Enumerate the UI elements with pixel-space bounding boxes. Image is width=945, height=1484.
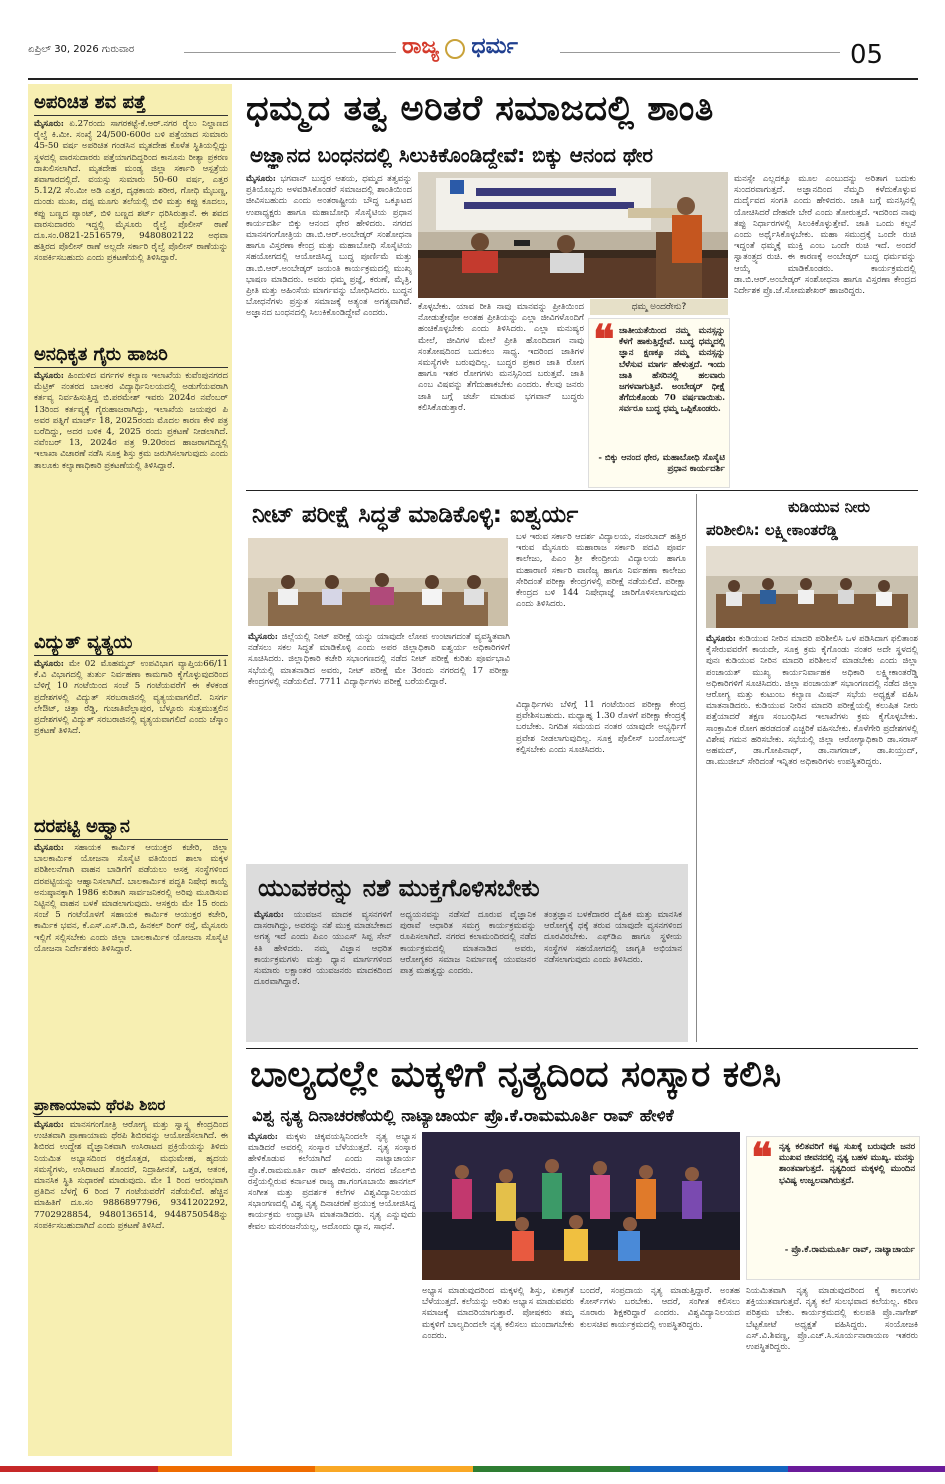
section-text: ಸಹಾಯಕ ಕಾರ್ಮಿಕ ಆಯುಕ್ತರ ಕಚೇರಿ, ಜಿಲ್ಲಾ ಬಾಲಕಾರ್ಮಿಕ ಯೋಜನಾ ಸೊಸೈಟಿ ವತಿಯಿಂದ ಶಾಲಾ ಮಕ್ಕಳ ಪರಿಶೀಲನೆಗಾಗಿ ವಾಹನ ಬಾಡಿಗೆಗೆ ಪಡೆಯಲು ಆಸಕ್ತ ಸಂಸ್ಥೆಗಳಿಂದ ದರಪಟ್ಟಿಯನ್ನು ಆಹ್ವಾನಿಸಲಾಗಿದೆ. ಬಾಲಕಾರ್ಮಿಕ ಪದ್ಧತಿ ನಿಷೇಧ ಕಾಯ್ದೆ ಅನುಷ್ಠಾನಕ್ಕಾಗಿ 1986 ಕುರಿತಾಗಿ ಸಾರ್ವಜನಿಕರಲ್ಲಿ ಅರಿವು ಮೂಡಿಸುವ ನಿಟ್ಟಿನಲ್ಲಿ ವಾಹನ ಬಳಕೆ ಮಾಡಲಾಗುವುದು. ಆಸಕ್ತರು ಮೇ 15 ರಂದು ಸಂಜೆ 5 ಗಂಟೆಯೊಳಗೆ ಸಹಾಯಕ ಕಾರ್ಮಿಕ ಆಯುಕ್ತರ ಕಚೇರಿ, ಕಾರ್ಮಿಕ ಭವನ, ಕೆ.ಎಸ್.ಎಸ್.ಡಿ.ಬಿ, ಹಿನಕಲ್ ರಿಂಗ್ ರಸ್ತೆ, ಮೈಸೂರು ಇಲ್ಲಿಗೆ ಸಲ್ಲಿಸಬೇಕು ಎಂದು ಜಿಲ್ಲಾ ಬಾಲಕಾರ್ಮಿಕ ಯೋಜನಾ ಸೊಸೈಟಿ ಯೋಜನಾ ನಿರ್ದೇಶಕರು ತಿಳಿಸಿದ್ದಾರೆ. [34,843,228,954]
section-title: ಪ್ರಾಣಾಯಾಮ ಥೆರಪಿ ಶಿಬಿರ [34,1096,166,1114]
article-text: ಕುಡಿಯುವ ನೀರಿನ ಮಾದರಿ ಪರಿಶೀಲಿಸಿ ಒಳ ಪಡಿಸಿದಾಗ ಫಲಿತಾಂಶ ಕೈಸೇರುವವರೆಗೆ ಕಾಯದೇ, ಸೂಕ್ತ ಕ್ರಮ ಕೈಗೊಂಡು ನಂತರ ಅದೇ ಸ್ಥಳದಲ್ಲಿ ಪುನಃ ಕುಡಿಯುವ ನೀರಿನ ಮಾದರಿ ಪರಿಶೀಲನೆ ಮಾಡಬೇಕು ಎಂದು ಜಿಲ್ಲಾ ಪಂಚಾಯತ್ ಮುಖ್ಯ ಕಾರ್ಯನಿರ್ವಾಹಕ ಅಧಿಕಾರಿ ಲಕ್ಷ್ಮೀಕಾಂತರೆಡ್ಡಿ ಅಧಿಕಾರಿಗಳಿಗೆ ಸೂಚಿಸಿದರು. ಜಿಲ್ಲಾ ಪಂಚಾಯತ್ ಸಭಾಂಗಣದಲ್ಲಿ ನಡೆದ ಜಿಲ್ಲಾ ಆರೋಗ್ಯ ಮತ್ತು ಕುಟುಂಬ ಕಲ್ಯಾಣ ಮಿಷನ್ ಸಭೆಯ ಅಧ್ಯಕ್ಷತೆ ವಹಿಸಿ ಮಾತನಾಡಿದರು. ಕುಡಿಯುವ ನೀರಿನ ಮಾದರಿ ಪರೀಕ್ಷೆಯಲ್ಲಿ ಕಲುಷಿತ ನೀರು ಪತ್ತೆಯಾದರೆ ತಕ್ಷಣ ಸಂಬಂಧಿಸಿದ ಇಲಾಖೆಗಳು ಕ್ರಮ ಕೈಗೊಳ್ಳಬೇಕು. ಸಾಂಕ್ರಾಮಿಕ ರೋಗ ಹರಡದಂತೆ ಎಚ್ಚರಿಕೆ ವಹಿಸಬೇಕು. ಕೊಳೆಗೇರಿ ಪ್ರದೇಶಗಳಲ್ಲಿ ವಿಶೇಷ ಗಮನ ಹರಿಸಬೇಕು. ಸಭೆಯಲ್ಲಿ ಜಿಲ್ಲಾ ಆರೋಗ್ಯಾಧಿಕಾರಿ ಡಾ.ಸರಾಸ್ ಅಹಮದ್, ಡಾ.ಗೋಪಿನಾಥ್, ಡಾ.ನಾಗರಾಜ್, ಡಾ.ಖಯ್ರುದ್, ಡಾ.ಮುಜೀಬ್ ಸೇರಿದಂತೆ ಇನ್ನಿತರ ಅಧಿಕಾರಿಗಳು ಉಪಸ್ಥಿತರಿದ್ದರು. [706,634,918,768]
section-text: ಏ.27ರಂದು ಸಾಗರಕಟ್ಟೆ-ಕೆ.ಆರ್.ನಗರ ರೈಲು ನಿಲ್ದಾಣದ ರೈಲ್ವೆ ಕಿ.ಮೀ. ಸಂಖ್ಯೆ 24/500-600ರ ಬಳಿ ಪತ್ತೆಯಾದ ಸುಮಾರು 45-50 ವರ್ಷ ಅಪರಿಚಿತ ಗಂಡಸಿನ ಮೃತದೇಹ ಕೊಳೆತ ಸ್ಥಿತಿಯಲ್ಲಿದ್ದು ಸ್ಥಳದಲ್ಲಿ ವಾರಸುದಾರರು ಪತ್ತೆಯಾಗದಿದ್ದರಿಂದ ಕಾನೂನು ರೀತ್ಯಾ ಪ್ರಕರಣ ದಾಖಲಿಸಲಾಗಿದೆ. ಮೃತದೇಹ ಮಂಡ್ಯ ಜಿಲ್ಲಾ ಸರ್ಕಾರಿ ಆಸ್ಪತ್ರೆಯ ಶವಾಗಾರದಲ್ಲಿದೆ. ವಯಸ್ಸು ಸುಮಾರು 50-60 ವರ್ಷ, ಎತ್ತರ 5.12/2 ಸೆಂ.ಮೀ ಅಡಿ ಎತ್ತರ, ದೃಢಕಾಯ ಶರೀರ, ಗೋಧಿ ಮೈಬಣ್ಣ, ದುಂಡು ಮುಖ, ದಪ್ಪ ಮೂಗು ತಲೆಯಲ್ಲಿ ಬಿಳಿ ಮತ್ತು ಕಪ್ಪು ಕೂದಲು, ಕಪ್ಪು ಬಣ್ಣದ ಪ್ಯಾಂಟ್, ಬಿಳಿ ಬಣ್ಣದ ಶರ್ಟ್ ಧರಿಸಿರುತ್ತಾನೆ. ಈ ಶವದ ವಾರಸುದಾರರು ಇದ್ದಲ್ಲಿ ಮೈಸೂರು ರೈಲ್ವೆ ಪೊಲೀಸ್ ಠಾಣೆ ದೂ.ಸಂ.0821-2516579, 9480802122 ಅಥವಾ ಹತ್ತಿರದ ಪೊಲೀಸ್ ಠಾಣೆ ಅಲ್ಲದೇ ಸರ್ಕಾರಿ ರೈಲ್ವೆ ಪೊಲೀಸ್ ಠಾಣೆಯನ್ನು ಸಂಪರ್ಕಿಸಬಹುದು ಎಂದು ಪ್ರಕಟಣೆಯಲ್ಲಿ ತಿಳಿಸಿದ್ದಾರೆ. [34,119,228,264]
page-number: 05 [850,40,884,70]
masthead-rule-left [184,52,396,53]
section-title: ದರಪಟ್ಟಿ ಅಹ್ವಾನ [34,816,130,837]
youth-headline: ಯುವಕರನ್ನು ನಶೆ ಮುಕ್ತಗೊಳಿಸಬೇಕು [258,874,540,902]
issue-date: ಏಪ್ರಿಲ್ 30, 2026 ಗುರುವಾರ [28,44,135,55]
section-title: ಅನಧಿಕೃತ ಗೈರು ಹಾಜರಿ [34,344,168,365]
water-headline-2: ಪರಿಶೀಲಿಸಿ: ಲಕ್ಷ್ಮೀಕಾಂತರೆಡ್ಡಿ [706,521,838,539]
logo-right-text: ಧರ್ಮ [471,34,518,59]
neet-photo-image [248,538,508,626]
quote-text: ನೃತ್ಯ ಕಲಿತವರಿಗೆ ಕಷ್ಟ ಸುಖಕ್ಕೆ ಬರುವುದೇ ಜನರ ಮುಖವ ಜೀವನದಲ್ಲಿ ನೃತ್ಯ ಬಹಳ ಮುಖ್ಯ. ಮನಸ್ಸು ಶಾಂತವಾಗುತ್ತದೆ. ನೃತ್ಯದಿಂದ ಮಕ್ಕಳಲ್ಲಿ ಮುಂದಿನ ಭವಿಷ್ಯ ಉಜ್ವಲವಾಗಿರುತ್ತದೆ. [779,1141,915,1185]
dateline: ಮೈಸೂರು: [34,659,64,669]
lead-subheadline: ಅಜ್ಞಾನದ ಬಂಧನದಲ್ಲಿ ಸಿಲುಕಿಕೊಂಡಿದ್ದೇವೆ: ಬಿಕ್ಕು ಆನಂದ ಥೇರ [250,143,653,167]
sidebar-section [34,632,228,809]
section-text: ಮೇ 02 ಮೊಹಮ್ಮದ್ ಉಪವಿಭಾಗ ವ್ಯಾಪ್ತಿಯ66/11 ಕೆ.ವಿ ವಿಭಾಗದಲ್ಲಿ ತುರ್ತು ನಿರ್ವಹಣಾ ಕಾಮಗಾರಿ ಕೈಗೊಳ್ಳುವುದರಿಂದ ಬೆಳಿಗ್ಗೆ 10 ಗಂಟೆಯಿಂದ ಸಂಜೆ 5 ಗಂಟೆಯವರೆಗೆ ಈ ಕೆಳಕಂಡ ಪ್ರದೇಶಗಳಲ್ಲಿ ವಿದ್ಯುತ್ ಸರಬರಾಜಿನಲ್ಲಿ ವ್ಯತ್ಯಯವಾಗಲಿದೆ. ನಿಸರ್ಗ ಲೇಔಟ್, ಚಿತ್ತಾ ರೆಡ್ಡಿ, ಗುಜಾತಿವೆಲ್ಲಾಪುರ, ಬೆಳ್ಳೂರು ಸುತ್ತಮುತ್ತಲಿನ ಪ್ರದೇಶಗಳಲ್ಲಿ ವಿದ್ಯುತ್ ಸರಬರಾಜಿನಲ್ಲಿ ವ್ಯತ್ಯಯವಾಗಲಿದೆ ಎಂದು ಚೆಸ್ಕಾಂ ಪ್ರಕಟಣೆ ತಿಳಿಸಿದೆ. [34,659,228,737]
youth-col-2: ಅಧ್ಯಯನವನ್ನು ನಡೆಸದೆ ದೂರುವ ವೈಜ್ಞಾನಿಕ ಪುರಾವೆ ಆಧಾರಿತ ಸಮಗ್ರ ಕಾರ್ಯಕ್ರಮವನ್ನು ರೂಪಿಸಲಾಗಿದೆ. ನಗರದ ಕಲಾಮಂದಿರದಲ್ಲಿ ನಡೆದ ಕಾರ್ಯಕ್ರಮದಲ್ಲಿ ಮಾತನಾಡಿದ ಅವರು, ಆರೋಗ್ಯಕರ ಸಮಾಜ ನಿರ್ಮಾಣಕ್ಕೆ ಯುವಜನರ ಪಾತ್ರ ಮಹತ್ವದ್ದು ಎಂದರು. [400,910,536,977]
dateline: ಮೈಸೂರು: [248,1132,278,1142]
column-divider [696,494,697,1042]
article-text: ಭಗವಾನ್ ಬುದ್ಧರ ಆಶಯ, ಧಮ್ಮದ ತತ್ವವನ್ನು ಪ್ರತಿಯೊಬ್ಬರು ಅಳವಡಿಸಿಕೊಂಡರೆ ಸಮಾಜದಲ್ಲಿ ಶಾಂತಿಯಿಂದ ಜೀವಿಸಬಹುದು ಎಂದು ಅಂತರಾಷ್ಟ್ರೀಯ ಬೌದ್ಧ ಒಕ್ಕೂಟದ ಉಪಾಧ್ಯಕ್ಷರು ಹಾಗೂ ಮಹಾಬೋಧಿ ಸೊಸೈಟಿಯ ಪ್ರಧಾನ ಕಾರ್ಯದರ್ಶಿ ಬಿಕ್ಕು ಆನಂದ ಥೇರ ಹೇಳಿದರು. ನಗರದ ಮಾನಸಗಂಗೋತ್ರಿಯ ಡಾ.ಬಿ.ಆರ್.ಅಂಬೇಡ್ಕರ್ ಸಂಶೋಧನಾ ಹಾಗೂ ವಿಸ್ತರಣಾ ಕೇಂದ್ರ ಮತ್ತು ಮಹಾಬೋಧಿ ಸೊಸೈಟಿಯ ಸಹಯೋಗದಲ್ಲಿ ಆಯೋಜಿಸಿದ್ದ ಬುದ್ಧ ಪೂರ್ಣಿಮೆ ಮತ್ತು ಡಾ.ಬಿ.ಆರ್.ಅಂಬೇಡ್ಕರ್ ಜಯಂತಿ ಕಾರ್ಯಕ್ರಮದಲ್ಲಿ ಮುಖ್ಯ ಭಾಷಣ ಮಾಡಿದರು. ಅವರು ಧಮ್ಮ ಪ್ರಜ್ಞೆ, ಕರುಣೆ, ಮೈತ್ರಿ, ಪ್ರೀತಿ ಮತ್ತು ಅಹಿಂಸೆಯ ಮಾರ್ಗವನ್ನು ಬೋಧಿಸಿದರು. ಬುದ್ಧನ ಬೋಧನೆಗಳು ಪ್ರಸ್ತುತ ಸಮಾಜಕ್ಕೆ ಅತ್ಯಂತ ಅಗತ್ಯವಾಗಿವೆ. ಅಜ್ಞಾನದ ಬಂಧನದಲ್ಲಿ ಸಿಲುಕಿಕೊಂಡಿದ್ದೇವೆ ಎಂದರು. [246,174,412,319]
dateline: ಮೈಸೂರು: [34,1120,64,1130]
section-body [34,119,228,347]
dance-top-rule [246,1048,918,1049]
dance-photo-image [422,1132,740,1280]
lead-photo-image [418,172,728,298]
section-body [34,371,228,627]
quote-attribution: - ಪ್ರೊ.ಕೆ.ರಾಮಮೂರ್ತಿ ರಾವ್, ನಾಟ್ಯಾಚಾರ್ಯ [784,1245,915,1255]
masthead-bottom-rule [28,78,918,80]
dateline: ಮೈಸೂರು: [34,119,64,129]
masthead-rule-right [560,52,840,53]
dance-col-3: ಬಂದರೆ, ಸಂಪ್ರದಾಯ ನೃತ್ಯ ಮಾಡುತ್ತಿದ್ದಾರೆ. ಅಂತಹ ಕೋರ್ಸ್‌ಗಳು ಬರಬೇಕು. ಆದರೆ, ಸಂಗೀತ ಕಲಿಸಲು ನೂರಾರು ಶಿಕ್ಷಕರಿದ್ದಾರೆ ಎಂದರು. ವಿಶ್ವವಿದ್ಯಾನಿಲಯದ ಕುಲಸಚಿವ ಕಾರ್ಯಕ್ರಮದಲ್ಲಿ ಉಪಸ್ಥಿತರಿದ್ದರು. [580,1286,740,1330]
section-body [34,1120,228,1446]
lead-col-2: ಕೊಳ್ಳಬೇಕು. ಯಾವ ರೀತಿ ನಾವು ಮಾನವನ್ನು ಪ್ರೀತಿಯಿಂದ ನೋಡುತ್ತೇವೋ ಅಂತಹ ಪ್ರೀತಿಯನ್ನು ಎಲ್ಲಾ ಜೀವಿಗಳೊಂದಿಗೆ ಹಂಚಿಕೊಳ್ಳಬೇಕು ಎಂದು ತಿಳಿಸಿದರು. ಎಲ್ಲಾ ಮನುಷ್ಯರ ಮೇಲೆ, ಜೀವಿಗಳ ಮೇಲೆ ಪ್ರೀತಿ ಹೊಂದಿದಾಗ ನಾವು ಸಂತೋಷದಿಂದ ಬದುಕಲು ಸಾಧ್ಯ. ಇದರಿಂದ ಜಾತಿಗಳ ಸಮಸ್ಯೆಗಳೇ ಬರುವುದಿಲ್ಲ. ಬುದ್ಧರ ಪ್ರಕಾರ ಜಾತಿ ರೋಗ ಹಾಗೂ ಇತರ ರೋಗಗಳು ಮನಸ್ಸಿನಿಂದ ಬರುತ್ತವೆ. ಜಾತಿ ಎಂಬ ವಿಷವನ್ನು ತೆಗೆದುಹಾಕಬೇಕು ಎಂದರು. ಕೆಲವು ಜನರು ಜಾತಿ ಬಗ್ಗೆ ಚರ್ಚೆ ಮಾಡುವ ಭಗವಾನ್ ಬುದ್ಧರು ಕಲಿಸಿಕೊಡುತ್ತಾರೆ. [418,302,584,413]
newspaper-logo [402,34,552,68]
youth-col-3: ತಂತ್ರಜ್ಞಾನ ಬಳಕೆದಾರರ ದೈಹಿಕ ಮತ್ತು ಮಾನಸಿಕ ಆರೋಗ್ಯಕ್ಕೆ ಧಕ್ಕೆ ತರುವ ಯಾವುದೇ ವ್ಯಸನಗಳಿಂದ ದೂರವಿರಬೇಕು. ಎಫ್‌ಡಿಎ ಹಾಗೂ ಸ್ಥಳೀಯ ಸಂಸ್ಥೆಗಳ ಸಹಯೋಗದಲ್ಲಿ ಜಾಗೃತಿ ಅಭಿಯಾನ ನಡೆಸಲಾಗುವುದು ಎಂದು ತಿಳಿಸಿದರು. [544,910,682,965]
water-photo [706,546,918,628]
dateline: ಮೈಸೂರು: [34,371,64,381]
quote-attribution: - ಬಿಕ್ಕು ಆನಂದ ಥೇರ, ಮಹಾಬೋಧಿ ಸೊಸೈಟಿ ಪ್ರಧಾನ ಕಾರ್ಯದರ್ಶಿ [598,453,725,475]
water-body [706,634,918,1042]
dateline: ಮೈಸೂರು: [248,632,278,642]
dateline: ಮೈಸೂರು: [254,910,284,920]
neet-photo [248,538,508,626]
section-text: ಹಿಂದುಳಿದ ವರ್ಗಗಳ ಕಲ್ಯಾಣ ಇಲಾಖೆಯ ಕುವೆಂಪುನಗರದ ಮೆಟ್ರಿಕ್ ನಂತರದ ಬಾಲಕರ ವಿದ್ಯಾರ್ಥಿನಿಲಯದಲ್ಲಿ ಅಡುಗೆಯವರಾಗಿ ಕರ್ತವ್ಯ ನಿರ್ವಹಿಸುತ್ತಿದ್ದ ಬಿ.ಪರಮೇಶ್ ಇವರು 2024ರ ನವೆಂಬರ್ 13ರಿಂದ ಕರ್ತವ್ಯಕ್ಕೆ ಗೈರುಹಾಜರಾಗಿದ್ದು, ಇಲಾಖೆಯ ಜಯಪುರ ಪಿ ಅವರ ಪತ್ನಿಗೆ ಮಾರ್ಚ್ 18, 2025ರಂದು ಮೊದಲ ಕಾರಣ ಕೇಳಿ ಪತ್ರ ಬರೆದಿದ್ದು, ಅದರ ಬಳಿಕ 4, 2025 ರಂದು ಪ್ರಕಟಣೆ ನೀಡಲಾಗಿದೆ. ನವೆಂಬರ್ 13, 2024ರ ಪತ್ರ 9.20ರಂದ ಹಾಜರಾಗದಿದ್ದಲ್ಲಿ ಇಲಾಖಾ ವಿಚಾರಣೆ ನಡೆಸಿ ಸೂಕ್ತ ಶಿಸ್ತು ಕ್ರಮ ಜರುಗಿಸಲಾಗುವುದು ಎಂದು ತಾಲೂಕು ಕಲ್ಯಾಣಾಧಿಕಾರಿ ಪ್ರಕಟಣೆಯಲ್ಲಿ ತಿಳಿಸಿದ್ದಾರೆ. [34,371,228,471]
neet-headline: ನೀಟ್ ಪರೀಕ್ಷೆ ಸಿದ್ಧತೆ ಮಾಡಿಕೊಳ್ಳಿ: ಐಶ್ವರ್ಯ [252,502,579,528]
lead-col-1 [246,174,412,486]
article-text: ಮಕ್ಕಳು ಚಿಕ್ಕವಯಸ್ಸಿನಿಂದಲೇ ನೃತ್ಯ ಅಭ್ಯಾಸ ಮಾಡಿದರೆ ಅವರಲ್ಲಿ ಸಂಸ್ಕಾರ ಬೆಳೆಯುತ್ತದೆ. ನೃತ್ಯ ಸಂಸ್ಕಾರ ಹೇಳಿಕೊಡುವ ಕಲೆಯಾಗಿದೆ ಎಂದು ನಾಟ್ಯಾಚಾರ್ಯ ಪ್ರೊ.ಕೆ.ರಾಮಮೂರ್ತಿ ರಾವ್ ಹೇಳಿದರು. ನಗರದ ಜೆಎಲ್‌ಬಿ ರಸ್ತೆಯಲ್ಲಿರುವ ಕರ್ನಾಟಕ ರಾಜ್ಯ ಡಾ.ಗಂಗೂಬಾಯಿ ಹಾನಗಲ್ ಸಂಗೀತ ಮತ್ತು ಪ್ರದರ್ಶಕ ಕಲೆಗಳ ವಿಶ್ವವಿದ್ಯಾನಿಲಯದ ಸಭಾಂಗಣದಲ್ಲಿ ವಿಶ್ವ ನೃತ್ಯ ದಿನಾಚರಣೆ ಪ್ರಯುಕ್ತ ಆಯೋಜಿಸಿದ್ದ ಕಾರ್ಯಕ್ರಮ ಉದ್ಘಾಟಿಸಿ ಮಾತನಾಡಿದರು. ನೃತ್ಯ ಎನ್ನುವುದು ಕೇವಲ ಮನರಂಜನೆಯಲ್ಲ, ಅದೊಂದು ಧ್ಯಾನ, ಸಾಧನೆ. [248,1132,416,1232]
sidebar-section [34,1096,228,1446]
section-body [34,659,228,809]
footer-color-bar [0,1466,945,1472]
lead-quote [588,318,730,488]
dance-photo [422,1132,740,1280]
water-photo-image [706,546,918,628]
youth-col-1 [254,910,392,1038]
sidebar-section [34,344,228,627]
section-body [34,843,228,1087]
dance-col-1 [248,1132,416,1456]
quote-mark-icon: ❝ [751,1134,773,1181]
article-text: ಯುವಜನ ಮಾದಕ ವ್ಯಸನಗಳಿಗೆ ದಾಸರಾಗಿದ್ದು, ಅವರನ್ನು ನಶೆ ಮುಕ್ತ ಮಾಡಬೇಕಾದ ಅಗತ್ಯ ಇದೆ ಎಂದು ಪಿಎಂ ಯುಎಸ್ ಸಿಪ್ಪ ಸೇನ್ ಕಿತಿ ಹೇಳಿದರು. ನಮ್ಮ ವಿಜ್ಞಾನ ಆಧರಿತ ಕಾರ್ಯಕ್ರಮಗಳು ಮತ್ತು ಧ್ಯಾನ ಮಾರ್ಗಗಳಿಂದ ಸುಮಾರು ಲಕ್ಷಾಂತರ ಯುವಜನರು ಮಾದಕದಿಂದ ದೂರವಾಗಿದ್ದಾರೆ. [254,910,392,988]
section-title: ಅಪರಿಚಿತ ಶವ ಪತ್ತೆ [34,92,146,113]
lead-banner: ಧಮ್ಮ ಅಂದರೇನು? [590,299,728,315]
neet-col-1 [248,632,510,858]
water-headline-1: ಕುಡಿಯುವ ನೀರು [787,498,871,516]
dance-subheadline: ವಿಶ್ವ ನೃತ್ಯ ದಿನಾಚರಣೆಯಲ್ಲಿ ನಾಟ್ಯಾಚಾರ್ಯ ಪ್ರೊ.ಕೆ.ರಾಮಮೂರ್ತಿ ರಾವ್ ಹೇಳಿಕೆ [252,1106,674,1125]
section-text: ಮಾನಸಗಂಗೋತ್ರಿ ಆರೋಗ್ಯ ಮತ್ತು ಸ್ವಾಸ್ಥ್ಯ ಕೇಂದ್ರದಿಂದ ಉಚಿತವಾಗಿ ಪ್ರಾಣಾಯಾಮ ಥೆರಪಿ ಶಿಬಿರವನ್ನು ಆಯೋಜಿಸಲಾಗಿದೆ. ಈ ಶಿಬಿರದ ಉದ್ದೇಶ ವೈಜ್ಞಾನಿಕವಾಗಿ ಉಸಿರಾಟದ ಪ್ರಕ್ರಿಯೆಯನ್ನು ತಿಳಿದು ನಿಯಮಿತ ಅಭ್ಯಾಸದಿಂದ ರಕ್ತದೊತ್ತಡ, ಮಧುಮೇಹ, ಹೃದಯ ಸಮಸ್ಯೆಗಳು, ಉಸಿರಾಟದ ತೊಂದರೆ, ನಿದ್ರಾಹೀನತೆ, ಒತ್ತಡ, ಆತಂಕ, ಮಾನಸಿಕ ಸ್ಥಿತಿ ಸುಧಾರಣೆ ಮಾಡುವುದು. ಮೇ 1 ರಿಂದ ಆರಂಭವಾಗಿ ಪ್ರತಿದಿನ ಬೆಳಗ್ಗೆ 6 ರಿಂದ 7 ಗಂಟೆಯವರೆಗೆ ನಡೆಯಲಿದೆ. ಹೆಚ್ಚಿನ ಮಾಹಿತಿಗೆ ದೂ.ಸಂ 9886897796, 9341202292, 7702928854, 9480136514, 9448750548ನ್ನು ಸಂಪರ್ಕಿಸಬಹುದಾಗಿದೆ ಎಂದು ಪ್ರಕಟಣೆ ತಿಳಿಸಿದೆ. [34,1120,228,1231]
dance-col-2: ಅಭ್ಯಾಸ ಮಾಡುವುದರಿಂದ ಮಕ್ಕಳಲ್ಲಿ ಶಿಸ್ತು, ಏಕಾಗ್ರತೆ ಬೆಳೆಯುತ್ತದೆ. ಕಲೆಯನ್ನು ಅರಿತು ಅಭ್ಯಾಸ ಮಾಡುವವರು ಸಮಾಜಕ್ಕೆ ಮಾದರಿಯಾಗುತ್ತಾರೆ. ಪೋಷಕರು ತಮ್ಮ ಮಕ್ಕಳಿಗೆ ಬಾಲ್ಯದಿಂದಲೇ ನೃತ್ಯ ಕಲಿಸಲು ಮುಂದಾಗಬೇಕು ಎಂದರು. [422,1286,574,1341]
neet-col-3: ವಿದ್ಯಾರ್ಥಿಗಳು ಬೆಳಿಗ್ಗೆ 11 ಗಂಟೆಯಿಂದ ಪರೀಕ್ಷಾ ಕೇಂದ್ರ ಪ್ರವೇಶಿಸಬಹುದು. ಮಧ್ಯಾಹ್ನ 1.30 ರೊಳಗೆ ಪರೀಕ್ಷಾ ಕೇಂದ್ರಕ್ಕೆ ಬರಬೇಕು. ನಿಗದಿತ ಸಮಯದ ನಂತರ ಯಾವುದೇ ಅಭ್ಯರ್ಥಿಗೆ ಪ್ರವೇಶ ನೀಡಲಾಗುವುದಿಲ್ಲ. ಸೂಕ್ತ ಪೊಲೀಸ್ ಬಂದೋಬಸ್ತ್ ಕಲ್ಪಿಸಬೇಕು ಎಂದು ಸೂಚಿಸಿದರು. [516,700,686,755]
dateline: ಮೈಸೂರು: [34,843,64,853]
dateline: ಮೈಸೂರು: [246,174,276,184]
lead-bottom-rule [246,490,918,491]
section-title: ವಿದ್ಯುತ್ ವ್ಯತ್ಯಯ [34,632,133,653]
sidebar-section [34,92,228,347]
article-text: ಜಿಲ್ಲೆಯಲ್ಲಿ ನೀಟ್ ಪರೀಕ್ಷೆ ಯನ್ನು ಯಾವುದೇ ಲೋಪ ಉಂಟಾಗದಂತೆ ವ್ಯವಸ್ಥಿತವಾಗಿ ನಡೆಸಲು ಸಕಲ ಸಿದ್ಧತೆ ಮಾಡಿಕೊಳ್ಳಿ ಎಂದು ಅಪರ ಜಿಲ್ಲಾಧಿಕಾರಿ ಐಶ್ವರ್ಯ ಅಧಿಕಾರಿಗಳಿಗೆ ಸೂಚಿಸಿದರು. ಜಿಲ್ಲಾಧಿಕಾರಿ ಕಚೇರಿ ಸಭಾಂಗಣದಲ್ಲಿ ನಡೆದ ನೀಟ್ ಪರೀಕ್ಷೆ ಕುರಿತು ಪೂರ್ವಭಾವಿ ಸಭೆಯಲ್ಲಿ ಮಾತನಾಡಿದ ಅವರು, ನೀಟ್ ಪರೀಕ್ಷೆ ಮೇ 3ರಂದು ನಗರದಲ್ಲಿ 17 ಪರೀಕ್ಷಾ ಕೇಂದ್ರಗಳಲ್ಲಿ ನಡೆಯಲಿದೆ. 7711 ವಿದ್ಯಾರ್ಥಿಗಳು ಪರೀಕ್ಷೆ ಬರೆಯಲಿದ್ದಾರೆ. [248,632,510,687]
lead-headline: ಧಮ್ಮದ ತತ್ವ ಅರಿತರೆ ಸಮಾಜದಲ್ಲಿ ಶಾಂತಿ [246,89,714,129]
lead-photo [418,172,728,298]
masthead [0,0,945,80]
logo-left-text: ರಾಜ್ಯ [402,34,440,59]
quote-text: ಜಾತೀಯತೆಯಿಂದ ನಮ್ಮ ಮನಸ್ಸನ್ನು ಕೆಳಗೆ ಹಾಕುತ್ತಿದ್ದೇವೆ. ಬುದ್ಧ ಧಮ್ಮದಲ್ಲಿ ಜ್ಞಾನ ಕ್ಷಣಕ್ಕೂ ನಮ್ಮ ಮನಸ್ಸನ್ನು ಬೆಳೆಸುವ ಮಾರ್ಗ ಹೇಳುತ್ತದೆ. ಇಂದು ಜಾತಿ ಹೆಸರಿನಲ್ಲಿ ಹಲವಾರು ಜಗಳವಾಗುತ್ತಿವೆ. ಅಂಬೇಡ್ಕರ್ ಧೀಕ್ಷೆ ತೆಗೆದುಕೊಂಡು 70 ವರ್ಷವಾಯಿತು. ಸರ್ವರೂ ಬುದ್ಧ ಧಮ್ಮ ಒಪ್ಪಿಕೊಂಡರು. [619,325,725,414]
dance-col-4: ನಿಯಮಿತವಾಗಿ ನೃತ್ಯ ಮಾಡುವುದರಿಂದ ಕೈ ಕಾಲುಗಳು ಶಕ್ತಿಯುತವಾಗುತ್ತವೆ. ನೃತ್ಯ ಕಲೆ ಸುಲಭವಾದ ಕಲೆಯಲ್ಲ. ಕಠಿಣ ಪರಿಶ್ರಮ ಬೇಕು. ಕಾರ್ಯಕ್ರಮದಲ್ಲಿ ಕುಲಪತಿ ಪ್ರೊ.ನಾಗೇಶ್ ಬೆಟ್ಟಕೋಟೆ ಅಧ್ಯಕ್ಷತೆ ವಹಿಸಿದ್ದರು. ಸಂಯೋಜಕಿ ಎಸ್.ವಿ.ಶಿವಣ್ಣ, ಪ್ರೊ.ಎಚ್.ಸಿ.ಸೂರ್ಯನಾರಾಯಣ ಇತರರು ಉಪಸ್ಥಿತರಿದ್ದರು. [746,1286,918,1353]
lead-col-3: ಮನಸ್ಸೇ ಎಲ್ಲದಕ್ಕೂ ಮೂಲ ಎಂಬುದನ್ನು ಅರಿತಾಗ ಬದುಕು ಸುಂದರವಾಗುತ್ತದೆ. ಅಜ್ಞಾನದಿಂದ ನೆಮ್ಮದಿ ಕಳೆದುಕೊಳ್ಳುವ ದುರ್ದೈವದ ಸಂಗತಿ ಎಂದು ಹೇಳಿದರು. ಜಾತಿ ಬಗ್ಗೆ ಮನಸ್ಸಿನಲ್ಲಿ ಯೋಚಿಸಿದರೆ ದೇಹವೇ ಬೇರೆ ಎಂದು ತೋರುತ್ತದೆ. ಇದರಿಂದ ನಾವು ತಪ್ಪು ನಿರ್ಧಾರಗಳಲ್ಲಿ ಸಿಲುಕಿಕೊಳ್ಳುತ್ತೇವೆ. ಜಾತಿ ಒಂದು ಕಲ್ಪನೆ ಎಂದು ಅರ್ಥೈಸಿಕೊಳ್ಳಬೇಕು. ಮಹಾ ಸಮುದ್ರಕ್ಕೆ ಒಂದೇ ರುಚಿ ಇದ್ದಂತೆ ಧಮ್ಮಕ್ಕೆ ಮುಕ್ತಿ ಎಂಬ ಒಂದೇ ರುಚಿ ಇದೆ. ಅಂದರೆ ಸ್ವಾತಂತ್ರ್ಯದ ರುಚಿ. ಈ ಕಾರಣಕ್ಕೆ ಅಂಬೇಡ್ಕರ್ ಬುದ್ಧ ಧರ್ಮವನ್ನು ಆಯ್ಕೆ ಮಾಡಿಕೊಂಡರು. ಕಾರ್ಯಕ್ರಮದಲ್ಲಿ ಡಾ.ಬಿ.ಆರ್.ಅಂಬೇಡ್ಕರ್ ಸಂಶೋಧನಾ ಹಾಗೂ ವಿಸ್ತರಣಾ ಕೇಂದ್ರದ ನಿರ್ದೇಶಕ ಪ್ರೊ.ಜೆ.ಸೋಮಶೇಖರ್ ಹಾಜರಿದ್ದರು. [734,174,916,297]
dance-quote [746,1136,920,1280]
dharma-wheel-icon [445,39,465,59]
dance-headline: ಬಾಲ್ಯದಲ್ಲೇ ಮಕ್ಕಳಿಗೆ ನೃತ್ಯದಿಂದ ಸಂಸ್ಕಾರ ಕಲಿಸಿ [250,1054,782,1095]
sidebar-section [34,816,228,1087]
quote-mark-icon: ❝ [593,316,615,363]
dateline: ಮೈಸೂರು: [706,634,736,644]
neet-col-2: ಬಳ ಇರುವ ಸರ್ಕಾರಿ ಆದರ್ಶ ವಿದ್ಯಾಲಯ, ನಜರಬಾದ್ ಹತ್ತಿರ ಇರುವ ಮೈಸೂರು ಮಹಾರಾಜ ಸರ್ಕಾರಿ ಪದವಿ ಪೂರ್ವ ಕಾಲೇಜು, ಪಿಎಂ ಶ್ರೀ ಕೇಂದ್ರೀಯ ವಿದ್ಯಾಲಯ ಹಾಗೂ ಮಹಾರಾಣಿ ಸರ್ಕಾರಿ ವಾಣಿಜ್ಯ ಹಾಗೂ ನಿರ್ವಹಣಾ ಕಾಲೇಜು ಸೇರಿದಂತೆ ಪರೀಕ್ಷಾ ಕೇಂದ್ರಗಳಲ್ಲಿ ಪರೀಕ್ಷೆ ನಡೆಯಲಿದೆ. ಪರೀಕ್ಷಾ ಕೇಂದ್ರದ ಬಳಿ 144 ನಿಷೇಧಾಜ್ಞೆ ಜಾರಿಗೊಳಿಸಲಾಗುವುದು ಎಂದು ತಿಳಿಸಿದರು. [516,532,686,610]
